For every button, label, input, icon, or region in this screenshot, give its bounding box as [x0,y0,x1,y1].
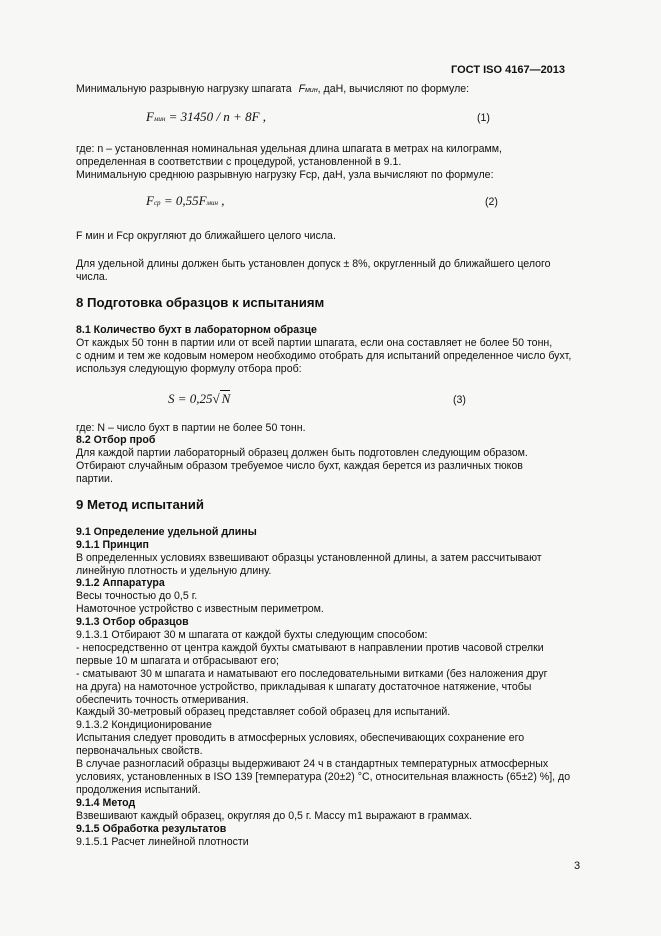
formula-3-number: (3) [453,394,466,406]
section-8-2-line2: Отбирают случайным образом требуемое число бухт, каждая берется из различных тюков [76,460,523,472]
formula-1-number: (1) [477,112,490,124]
section-9-1-2-title: 9.1.2 Аппаратура [76,577,165,589]
formula-2: Fср = 0,55Fмин , [146,193,225,208]
paragraph-text-tail: , даН, вычисляют по формуле: [317,83,470,95]
section-8-1-line2: с одним и тем же кодовым номером необходимо отобрать для испытаний определенное число бухт, [76,350,572,362]
section-9-1-3-title: 9.1.3 Отбор образцов [76,616,189,628]
bullet-2-line3: обеспечить точность отмеривания. [76,694,249,706]
subscript: мин [305,87,318,94]
section-9-1-3-2: 9.1.3.2 Кондиционирование [76,719,212,731]
paragraph-round: F мин и Fср округляют до ближайшего целого числа. [76,230,336,242]
section-8-1-line1: От каждых 50 тонн в партии или от всей партии шпагата, если она составляет не более 50 тонн, [76,337,553,349]
where-1-line2: определенная в соответствии с процедурой, установленной в 9.1. [76,156,402,168]
section-8-2-line1: Для каждой партии лабораторный образец должен быть подготовлен следующим образом. [76,447,528,459]
section-8-1-line3: используя следующую формулу отбора проб: [76,363,302,375]
section-8-2-title: 8.2 Отбор проб [76,434,156,446]
variable-f: F [298,83,306,95]
page-number: 3 [574,860,581,872]
formula-2-number: (2) [485,196,498,208]
section-9-1-2-line2: Намоточное устройство с известным периметром. [76,603,324,615]
dispute-line3: продолжения испытаний. [76,784,201,796]
dispute-line1: В случае разногласий образцы выдерживают 24 ч в стандартных температурных атмосферных [76,758,549,770]
bullet-2-line1: - сматывают 30 м шпагата и наматывают его последовательными витками (без наложения друг [76,668,548,680]
section-9-title: 9 Метод испытаний [76,497,204,512]
paragraph-tolerance-line1: Для удельной длины должен быть установлен допуск ± 8%, округленный до ближайшего целого [76,258,551,270]
where-1-line1: где: n – установленная номинальная удельная длина шпагата в метрах на килограмм, [76,143,502,155]
conditioning-line1: Испытания следует проводить в атмосферных условиях, обеспечивающих сохранение его [76,732,525,744]
dispute-line2: условиях, установленных в ISO 139 [температура (20±2) °С, относительная влажность (65±2) %], до [76,771,571,783]
section-8-title: 8 Подготовка образцов к испытаниям [76,295,325,310]
section-9-1-1-line2: линейную плотность и удельную длину. [76,565,272,577]
bullet-2-line2: на друга) на намоточное устройство, прикладывая к шпагату достаточное натяжение, чтобы [76,681,532,693]
paragraph-30m: Каждый 30-метровый образец представляет собой образец для испытаний. [76,706,451,718]
paragraph-text: Минимальную разрывную нагрузку шпагата [76,83,292,95]
paragraph-min-load [76,83,469,97]
document-header: ГОСТ ISO 4167—2013 [451,64,566,76]
where-3: где: N – число бухт в партии не более 50 тонн. [76,422,306,434]
paragraph-avg-load: Минимальную среднюю разрывную нагрузку Fср, даН, узла вычисляют по формуле: [76,169,494,181]
section-9-1-5-1: 9.1.5.1 Расчет линейной плотности [76,836,249,848]
section-9-1-3-1: 9.1.3.1 Отбирают 30 м шпагата от каждой бухты следующим способом: [76,629,428,641]
conditioning-line2: первоначальных свойств. [76,745,203,757]
section-9-1-1-title: 9.1.1 Принцип [76,539,149,551]
section-9-1-title: 9.1 Определение удельной длины [76,526,257,538]
bullet-1-line1: - непосредственно от центра каждой бухты сматывают в направлении против часовой стрелки [76,642,544,654]
section-9-1-4-line1: Взвешивают каждый образец, округляя до 0,5 г. Массу m1 выражают в граммах. [76,810,473,822]
section-9-1-2-line1: Весы точностью до 0,5 г. [76,590,198,602]
formula-1: Fмин = 31450 / n + 8F , [146,109,267,124]
bullet-1-line2: первые 10 м шпагата и отбрасывают его; [76,655,279,667]
formula-3: S = 0,25√ N [168,391,231,406]
section-9-1-4-title: 9.1.4 Метод [76,797,136,809]
section-8-1-title: 8.1 Количество бухт в лабораторном образце [76,324,317,336]
section-9-1-5-title: 9.1.5 Обработка результатов [76,823,227,835]
paragraph-tolerance-line2: числа. [76,271,108,283]
section-9-1-1-line1: В определенных условиях взвешивают образцы установленной длины, а затем рассчитывают [76,552,542,564]
section-8-2-line3: партии. [76,473,113,485]
